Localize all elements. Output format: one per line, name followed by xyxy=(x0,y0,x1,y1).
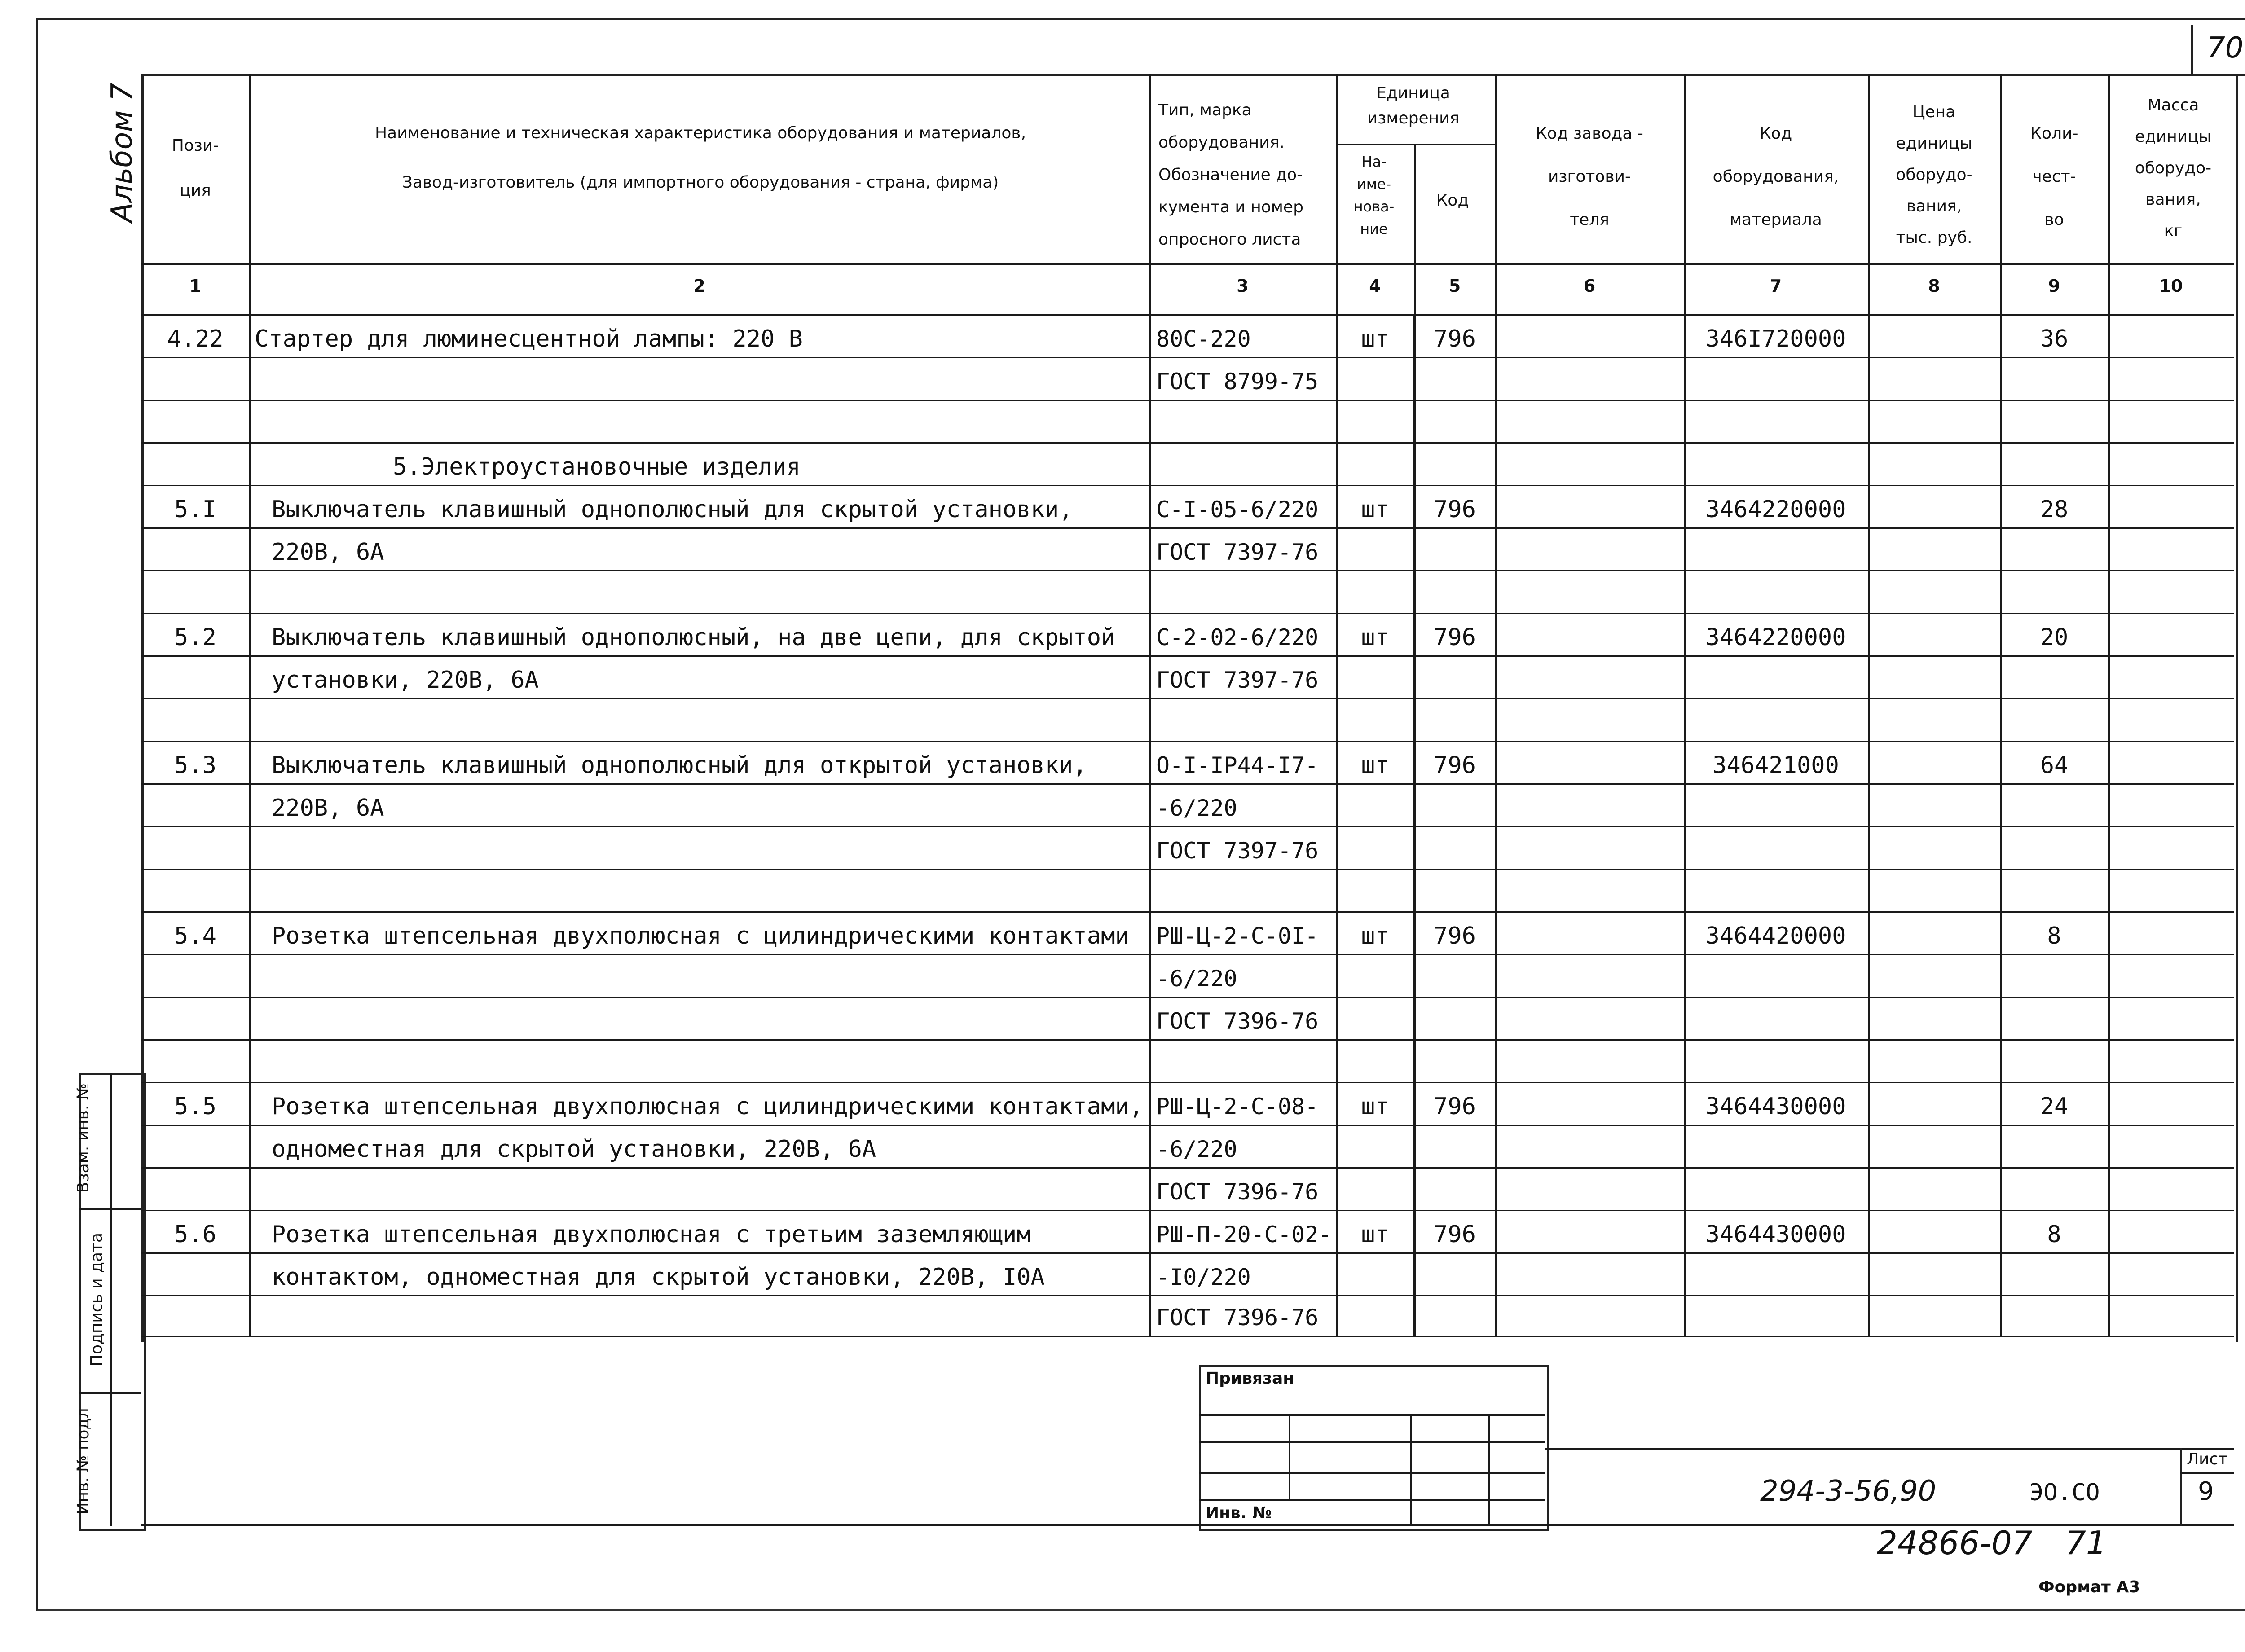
row-line xyxy=(141,783,2234,785)
row-line xyxy=(141,400,2234,401)
row-name: Выключатель клавишный однополюсный, на две цепи, для скрытой xyxy=(272,624,1115,651)
column-number-bottom-line xyxy=(141,314,2234,316)
column-number: 1 xyxy=(189,276,202,296)
row-unit-code: 796 xyxy=(1434,923,1476,949)
row-line xyxy=(141,911,2234,913)
bound-to-label: Привязан xyxy=(1206,1369,1294,1388)
column-number: 10 xyxy=(2159,276,2183,296)
column-number: 6 xyxy=(1583,276,1596,296)
row-material-code: 346421000 xyxy=(1712,752,1839,779)
row-line xyxy=(141,1295,2234,1296)
row-name: установки, 220В, 6А xyxy=(272,667,539,694)
column-number: 4 xyxy=(1369,276,1381,296)
row-unit-code: 796 xyxy=(1434,624,1476,651)
row-line xyxy=(141,570,2234,571)
row-type: ГОСТ 7396-76 xyxy=(1156,1305,1319,1331)
row-unit: шт xyxy=(1361,923,1389,949)
bottom-archive-code: 24866-07 xyxy=(1877,1524,2033,1562)
header-position: Пози- ция xyxy=(172,136,219,200)
side-label-inv-podl: Инв. № подл xyxy=(74,1408,92,1515)
row-type: РШ-П-20-С-02- xyxy=(1156,1221,1332,1248)
row-name: 220В, 6А xyxy=(272,795,384,822)
row-type: -I0/220 xyxy=(1156,1264,1251,1290)
row-unit-code: 796 xyxy=(1434,1221,1476,1248)
row-name: Выключатель клавишный однополюсный для открытой установки, xyxy=(272,752,1087,779)
row-line xyxy=(141,1082,2234,1083)
row-unit-code: 796 xyxy=(1434,752,1476,779)
row-line xyxy=(141,485,2234,486)
row-type: ГОСТ 7396-76 xyxy=(1156,1179,1319,1205)
header-quantity: Коли- чест- во xyxy=(2030,124,2078,229)
row-line xyxy=(141,442,2234,444)
row-material-code: 346I720000 xyxy=(1705,325,1846,352)
row-line xyxy=(141,698,2234,699)
header-material-code: Код оборудования, материала xyxy=(1712,124,1839,229)
row-unit: шт xyxy=(1361,1093,1389,1120)
row-line xyxy=(141,1210,2234,1211)
row-type: -6/220 xyxy=(1156,795,1237,821)
format-label: Формат А3 xyxy=(2038,1578,2140,1596)
row-type: С-2-02-6/220 xyxy=(1156,624,1319,650)
column-number: 9 xyxy=(2048,276,2060,296)
row-line xyxy=(141,1039,2234,1041)
side-label-podpis: Подпись и дата xyxy=(88,1232,106,1367)
document-code: 294-3-56,90 xyxy=(1760,1475,1937,1508)
row-quantity: 20 xyxy=(2040,624,2069,651)
row-line xyxy=(141,1167,2234,1169)
row-type: ГОСТ 8799-75 xyxy=(1156,369,1319,395)
row-unit-code: 796 xyxy=(1434,496,1476,523)
bottom-archive-number: 71 xyxy=(2065,1524,2107,1562)
row-unit-code: 796 xyxy=(1434,325,1476,352)
row-type: ГОСТ 7397-76 xyxy=(1156,838,1319,864)
row-type: ГОСТ 7397-76 xyxy=(1156,539,1319,565)
row-line xyxy=(141,741,2234,742)
row-type: РШ-Ц-2-С-08- xyxy=(1156,1094,1319,1120)
row-line xyxy=(141,1336,2234,1337)
row-type: ГОСТ 7396-76 xyxy=(1156,1008,1319,1034)
unit-subheader-line xyxy=(1336,144,1495,145)
header-factory-code: Код завода - изготови- теля xyxy=(1536,124,1643,229)
row-unit: шт xyxy=(1361,325,1389,352)
row-unit: шт xyxy=(1361,496,1389,523)
sheet-label: Лист xyxy=(2187,1450,2228,1468)
row-quantity: 64 xyxy=(2040,752,2069,779)
row-name: 5.Электроустановочные изделия xyxy=(393,453,801,480)
row-name: Стартер для люминесцентной лампы: 220 В xyxy=(255,325,803,352)
column-number: 5 xyxy=(1448,276,1461,296)
row-unit: шт xyxy=(1361,752,1389,779)
row-material-code: 3464220000 xyxy=(1705,624,1846,651)
row-position: 5.4 xyxy=(174,923,216,949)
row-quantity: 24 xyxy=(2040,1093,2069,1120)
row-name: Розетка штепсельная двухполюсная с третьим заземляющим xyxy=(272,1221,1031,1248)
row-material-code: 3464220000 xyxy=(1705,496,1846,523)
header-unit-code: Код xyxy=(1436,191,1469,210)
row-line xyxy=(141,826,2234,827)
row-quantity: 8 xyxy=(2047,1221,2061,1248)
row-position: 5.3 xyxy=(174,752,216,779)
row-line xyxy=(141,869,2234,870)
row-type: -6/220 xyxy=(1156,1136,1237,1162)
row-line xyxy=(141,1252,2234,1254)
row-line xyxy=(141,527,2234,529)
header-name-line2: Завод-изготовитель (для импортного оборудования - страна, фирма) xyxy=(402,173,999,192)
row-type: -6/220 xyxy=(1156,966,1237,992)
row-name: Выключатель клавишный однополюсный для скрытой установки, xyxy=(272,496,1073,523)
side-label-vzam: Взам. инв. № xyxy=(74,1083,92,1193)
row-line xyxy=(141,954,2234,955)
header-mass: Масса единицы оборудо- вания, кг xyxy=(2135,96,2212,240)
row-position: 5.2 xyxy=(174,624,216,651)
row-type: О-I-IP44-I7- xyxy=(1156,752,1319,778)
inv-no-label: Инв. № xyxy=(1206,1504,1272,1522)
row-quantity: 36 xyxy=(2040,325,2069,352)
row-type: 80С-220 xyxy=(1156,326,1251,352)
page-number: 70 xyxy=(2207,31,2244,65)
row-line xyxy=(141,357,2234,358)
header-type: Тип, марка оборудования. Обозначение до- кумента и номер опросного листа xyxy=(1158,101,1303,249)
header-name-line1: Наименование и техническая характеристика оборудования и материалов, xyxy=(374,124,1026,142)
row-position: 5.I xyxy=(174,496,216,523)
row-name: Розетка штепсельная двухполюсная с цилиндрическими контактами, xyxy=(272,1093,1144,1120)
row-position: 5.5 xyxy=(174,1093,216,1120)
sheet-number: 9 xyxy=(2198,1477,2214,1506)
row-position: 4.22 xyxy=(167,325,224,352)
row-name: контактом, одноместная для скрытой установки, 220В, I0А xyxy=(272,1264,1045,1291)
row-name: Розетка штепсельная двухполюсная с цилиндрическими контактами xyxy=(272,923,1129,949)
row-material-code: 3464420000 xyxy=(1705,923,1846,949)
column-number: 2 xyxy=(693,276,705,296)
row-line xyxy=(141,613,2234,614)
header-unit-name: На- име- нова- ние xyxy=(1353,153,1395,237)
album-label: Альбом 7 xyxy=(106,83,139,222)
row-name: одноместная для скрытой установки, 220В, 6А xyxy=(272,1136,876,1163)
row-material-code: 3464430000 xyxy=(1705,1093,1846,1120)
header-price: Цена единицы оборудо- вания, тыс. руб. xyxy=(1896,103,1972,247)
row-type: РШ-Ц-2-С-0I- xyxy=(1156,923,1319,949)
header-unit: Единица измерения xyxy=(1367,84,1460,127)
row-material-code: 3464430000 xyxy=(1705,1221,1846,1248)
row-line xyxy=(141,655,2234,657)
row-name: 220В, 6А xyxy=(272,539,384,566)
row-unit-code: 796 xyxy=(1434,1093,1476,1120)
header-bottom-line xyxy=(141,263,2234,265)
row-line xyxy=(141,997,2234,998)
row-unit: шт xyxy=(1361,1221,1389,1248)
column-number: 8 xyxy=(1928,276,1940,296)
row-quantity: 28 xyxy=(2040,496,2069,523)
row-quantity: 8 xyxy=(2047,923,2061,949)
column-number: 7 xyxy=(1770,276,1782,296)
document-suffix: ЭО.СО xyxy=(2029,1479,2100,1506)
row-type: С-I-05-6/220 xyxy=(1156,496,1319,523)
row-type: ГОСТ 7397-76 xyxy=(1156,667,1319,693)
row-position: 5.6 xyxy=(174,1221,216,1248)
row-unit: шт xyxy=(1361,624,1389,651)
thick-divider xyxy=(1413,314,1416,1336)
column-number: 3 xyxy=(1237,276,1249,296)
row-line xyxy=(141,1125,2234,1126)
